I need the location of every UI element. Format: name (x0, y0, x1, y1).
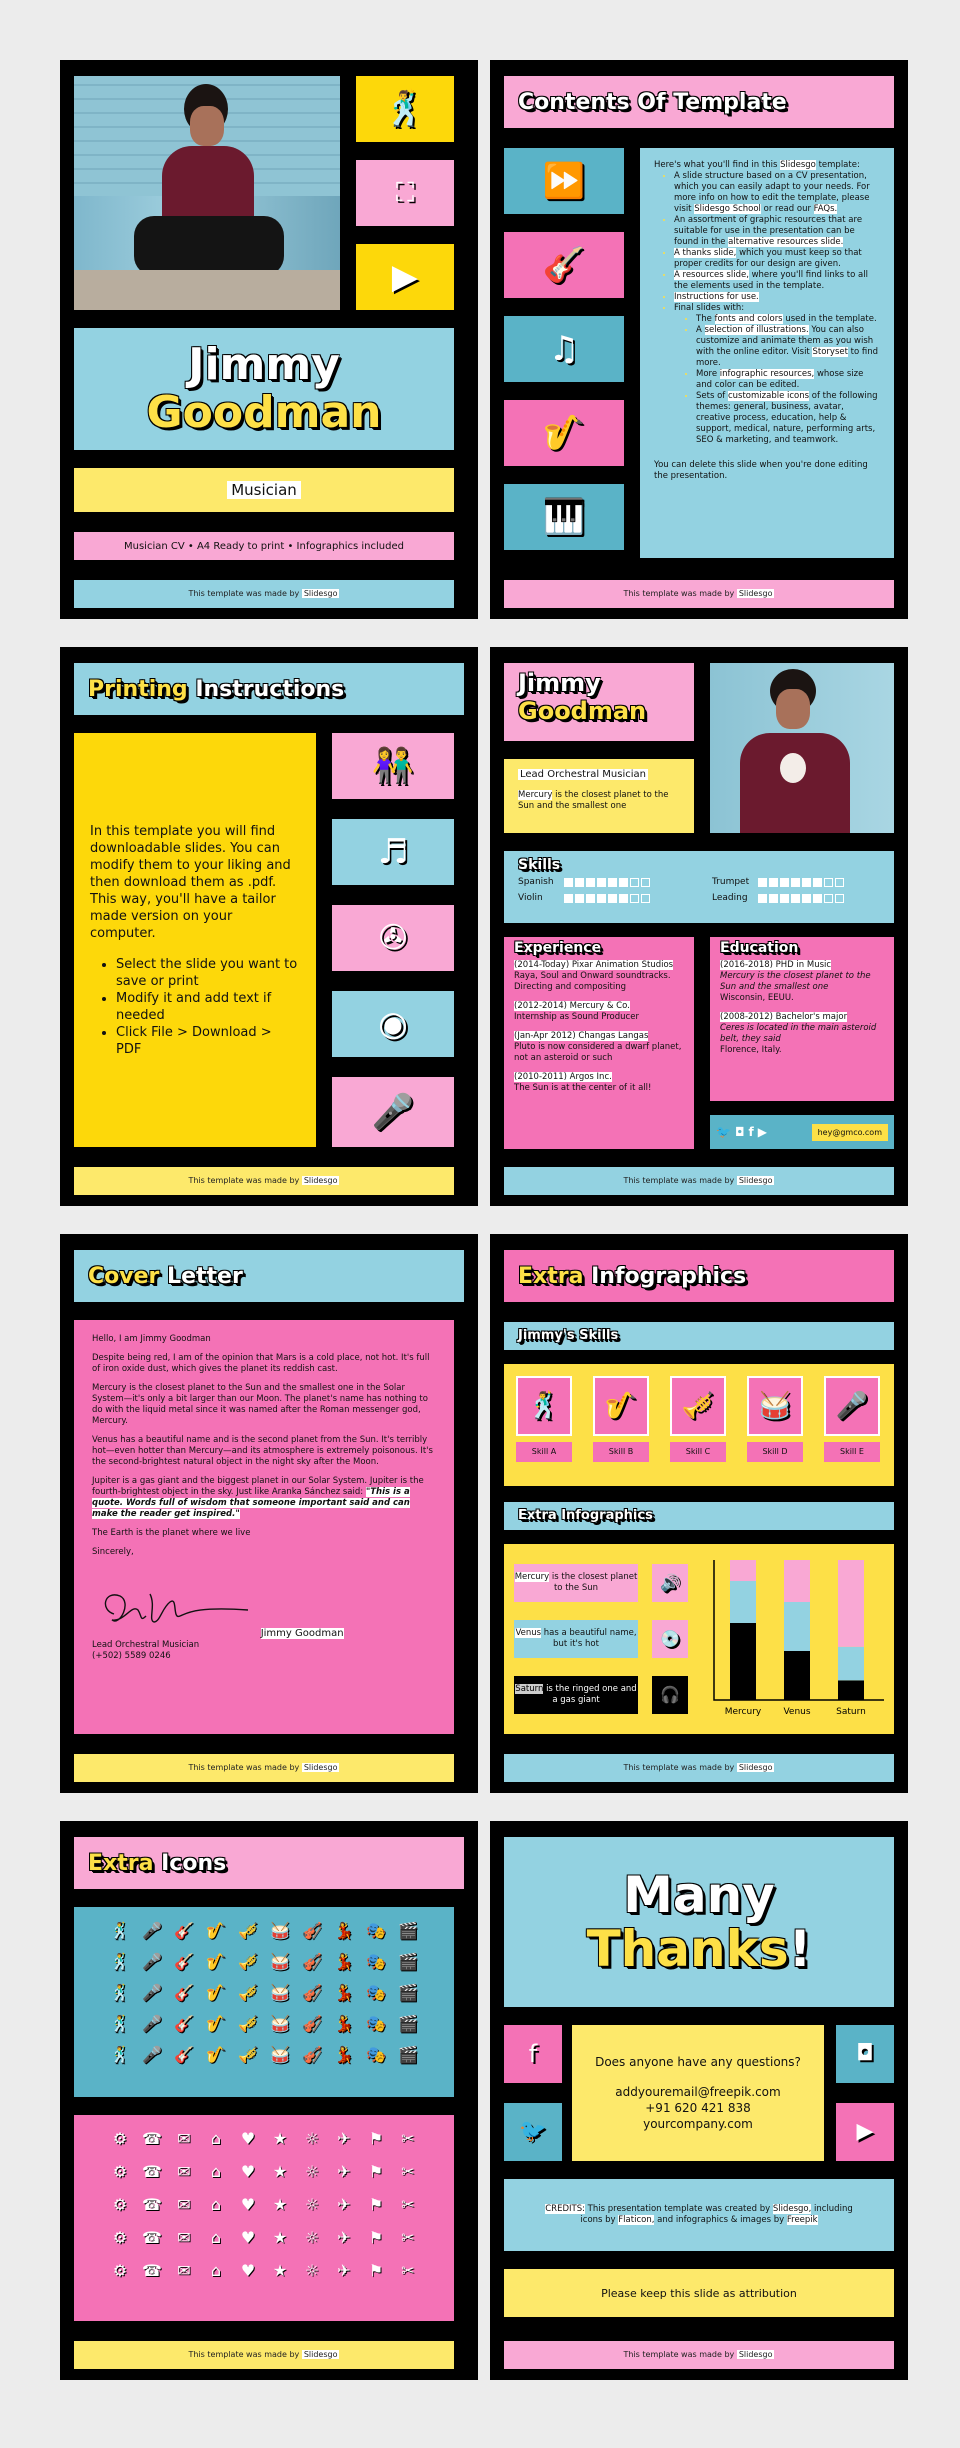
footer: This template was made by Slidesgo (74, 2341, 454, 2369)
skills-grid (518, 877, 880, 903)
performer-icon: 🎻 (302, 1921, 322, 1940)
extra-subtitle: Extra Infographics (504, 1502, 894, 1530)
general-icon: ✉ (177, 2228, 191, 2247)
meta-label: Musician CV • A4 Ready to print • Infographics included (124, 540, 404, 552)
skill-meter-box (575, 894, 584, 903)
performer-icon: 🎺 (238, 2045, 258, 2064)
performer-icon: 🕺 (110, 1921, 130, 1940)
general-icon: ⌂ (210, 2261, 222, 2280)
bar-segment-mercury-0 (730, 1623, 756, 1700)
performer-icon: 🎻 (302, 2014, 322, 2033)
performer-icon: 🎭 (366, 2045, 386, 2064)
twitter-icon[interactable]: 🐦 (519, 2119, 547, 2144)
slidesgo-link[interactable]: Slidesgo (303, 2350, 338, 2359)
performer-icon: 🎻 (302, 1983, 322, 2002)
dancing-figure-icon: 🕺 (383, 89, 427, 129)
education-item: (2008-2012) Bachelor's major Ceres is located in the main asteroid belt, they said Florence, Italy. (720, 1012, 877, 1055)
name-last: Goodman (146, 387, 382, 438)
experience-title: Experience (514, 940, 602, 956)
instagram-icon[interactable]: ◘ (734, 1125, 745, 1139)
performer-icon: 🕺 (110, 2014, 130, 2033)
attribution-label: Please keep this slide as attribution (601, 2286, 797, 2300)
general-icon: ⚙ (112, 2162, 128, 2181)
performer-icon: 🕺 (110, 2045, 130, 2064)
general-icon: ✉ (177, 2195, 191, 2214)
skill-row: Spanish (518, 877, 686, 887)
skill-meter-box (641, 894, 650, 903)
skill-meter-box (564, 878, 573, 887)
general-icon: ☎ (142, 2228, 162, 2247)
skill-meter-box (780, 878, 789, 887)
skill-item: 🎺 Skill C (670, 1376, 726, 1462)
skill-meter-box (813, 878, 822, 887)
general-icon: ✉ (177, 2261, 191, 2280)
performer-icon: 🎷 (206, 1921, 226, 1940)
x-tick-label: Saturn (836, 1707, 866, 1717)
slidesgo-link[interactable]: Slidesgo (303, 1176, 338, 1185)
portrait-photo (710, 663, 894, 833)
general-icon: ⚙ (112, 2195, 128, 2214)
slide-cover-letter (60, 1234, 478, 1793)
performer-icon: 🎤 (142, 2045, 162, 2064)
instructions-text (74, 733, 316, 1147)
performer-icon: 🥁 (270, 1921, 290, 1940)
skill-meter-box (630, 894, 639, 903)
skill-meter-box (619, 878, 628, 887)
general-icon: ✈ (337, 2195, 351, 2214)
general-icon: ⚑ (368, 2162, 384, 2181)
experience-item: (2010-2011) Argos Inc. The Sun is at the center of it all! (514, 1072, 652, 1093)
general-icon: ★ (272, 2195, 288, 2214)
performer-icon: 🎤 (142, 1921, 162, 1940)
icon-grid (104, 1921, 424, 2064)
website-label[interactable]: yourcompany.com (643, 2117, 753, 2131)
skill-meter-box (791, 878, 800, 887)
skill-meter-box (758, 878, 767, 887)
performer-icon: 🥁 (270, 2045, 290, 2064)
slide-cover (60, 60, 478, 619)
general-icon: ✈ (337, 2162, 351, 2181)
slidesgo-school-link[interactable]: Slidesgo School (694, 204, 761, 214)
performer-icon: 🎸 (174, 1983, 194, 2002)
general-icon: ☼ (304, 2228, 320, 2247)
youtube-tile[interactable] (836, 2103, 894, 2161)
performer-icon: 🥁 (270, 2014, 290, 2033)
general-icon: ✈ (337, 2261, 351, 2280)
performing-arts-icon-set (74, 1907, 454, 2097)
instructions-body: In this template you will find downloadable slides. You can modify them to your liking and then download them as .pdf. This way, you'll have a tailor made version on your computer. (90, 823, 291, 941)
couple-icon: 👫 (371, 746, 415, 786)
performer-icon: 🎤 (142, 2014, 162, 2033)
question-label: Does anyone have any questions? (595, 2055, 801, 2069)
general-icon: ⚑ (368, 2195, 384, 2214)
instagram-icon[interactable]: ◘ (856, 2041, 874, 2066)
dancer-icon: 🕺 (527, 1391, 561, 1421)
general-icon: ♥ (240, 2228, 256, 2247)
singer-icon: 🎤 (371, 1092, 415, 1132)
freepik-link[interactable]: Freepik (786, 2215, 818, 2225)
performer-icon: 🥁 (270, 1952, 290, 1971)
performer-icon: 💃 (334, 1952, 354, 1971)
performer-icon: 🎬 (398, 2045, 418, 2064)
skills-subtitle: Jimmy's Skills (504, 1322, 894, 1350)
guitar-player-icon: 🎸 (542, 245, 586, 285)
skill-row: Trumpet (712, 877, 880, 887)
icon-tile-1 (332, 733, 454, 799)
general-icon: ★ (272, 2261, 288, 2280)
bar-segment-saturn-0 (838, 1680, 864, 1700)
skill-meter-box (802, 894, 811, 903)
flute-player-icon: 🎺 (681, 1391, 715, 1421)
footer: This template was made by Slidesgo (74, 1167, 454, 1195)
skill-meter-box (564, 894, 573, 903)
education-title: Education (720, 940, 799, 956)
skill-meter-box (597, 894, 606, 903)
icon-tile-3 (332, 905, 454, 971)
footer: This template was made by Slidesgo (74, 1754, 454, 1782)
performer-icon: 🎭 (366, 1921, 386, 1940)
footer: This template was made by Slidesgo (504, 1754, 894, 1782)
fast-forward-icon: ⏩ (542, 161, 586, 201)
slidesgo-link[interactable]: Slidesgo (738, 1176, 773, 1185)
general-icon: ✈ (337, 2129, 351, 2148)
skill-meter (758, 894, 844, 903)
education-item: (2016-2018) PHD in Music Mercury is the closest planet to the Sun and the smallest one Wisconsin, EEUU. (720, 960, 871, 1003)
general-icon: ☎ (142, 2195, 162, 2214)
footer: This template was made by Slidesgo (504, 580, 894, 608)
performer-icon: 🎷 (206, 2045, 226, 2064)
icon-tile-4 (504, 400, 624, 466)
role-block: Lead Orchestral Musician Mercury is the closest planet to the Sun and the smallest one (504, 759, 694, 833)
contents-text: Here's what you'll find in this Slidesgo template: • A slide structure based on a CV presentation, which you can easily adapt to your needs. For more info on how to edit the template, please visit Slidesgo School or read our FAQs. • An assortment of graphic resources that are suitable for use in the presentation can be found in the alternative resources slide. • A thanks slide, which you must keep so that proper credits for our design are given. • A resources slide, where you'll find links to all the elements used in the template. • Instructions for use. • Final slides with: • The fonts and colors used in the template. • A selection of illustrations. You can also customize and animate them as you wish with the online editor. Visit Storyset to find more. • More infographic resources, whose size and color can be edited. • Sets of customizable icons of the following themes: general, business, avatar, creative process, education, help & support, medical, nature, performing arts, SEO & marketing, and teamwork. You can delete this slide when you're done editing the presentation. (640, 148, 894, 558)
general-icon: ⌂ (210, 2195, 222, 2214)
instagram-tile[interactable] (836, 2025, 894, 2083)
skill-meter-box (758, 894, 767, 903)
x-tick-label: Mercury (724, 1707, 762, 1717)
general-icon: ★ (272, 2162, 288, 2181)
icon-tile-2 (504, 232, 624, 298)
slidesgo-link[interactable]: Slidesgo (738, 1763, 773, 1772)
skill-meter-box (780, 894, 789, 903)
general-icon: ✉ (177, 2162, 191, 2181)
saxophone-icon: 🎷 (604, 1391, 638, 1421)
skill-meter-box (575, 878, 584, 887)
music-notes-icon: ♬ (377, 832, 409, 872)
slide-title: Printing Instructions (74, 663, 464, 715)
performer-icon: 💃 (334, 2045, 354, 2064)
signature-role: Lead Orchestral Musician (92, 1640, 200, 1650)
footer: This template was made by Slidesgo (504, 1167, 894, 1195)
performer-icon: 🎬 (398, 1983, 418, 2002)
slide-cv (490, 647, 908, 1206)
skill-meter-box (608, 878, 617, 887)
skill-meter-box (824, 878, 833, 887)
skill-item: 🥁 Skill D (747, 1376, 803, 1462)
performer-icon: 🎸 (174, 1921, 194, 1940)
skill-meter (758, 878, 844, 887)
general-icon: ⌂ (210, 2162, 222, 2181)
flaticon-link[interactable]: Flaticon, (618, 2215, 655, 2225)
slide-thanks (490, 1821, 908, 2380)
skill-item: 🕺 Skill A (516, 1376, 572, 1462)
role-block (74, 468, 454, 512)
name-block (74, 328, 454, 450)
footer: This template was made by Slidesgo (74, 580, 454, 608)
bar-segment-venus-0 (784, 1651, 810, 1700)
performer-icon: 🎤 (142, 1983, 162, 2002)
general-icon: ⚑ (368, 2129, 384, 2148)
skills-block (504, 1364, 894, 1486)
role-label: Musician (227, 481, 301, 499)
skill-meter-box (608, 894, 617, 903)
icon-tile-1 (356, 76, 454, 142)
general-icon: ✂ (401, 2195, 415, 2214)
skill-meter (564, 894, 650, 903)
general-icon: ♥ (240, 2261, 256, 2280)
icon-tile-3 (356, 244, 454, 310)
headphones-icon: 🎧 (660, 1685, 680, 1704)
performer-icon: 🎺 (238, 1921, 258, 1940)
performer-icon: 🎻 (302, 2045, 322, 2064)
twitter-tile[interactable] (504, 2103, 562, 2161)
general-icon: ★ (272, 2228, 288, 2247)
general-icon: ✂ (401, 2129, 415, 2148)
performer-icon: 🕺 (110, 1983, 130, 2002)
letter-body: Hello, I am Jimmy Goodman Despite being red, I am of the opinion that Mars is a cold place, not hot. It's full of iron oxide dust, which gives the planet its reddish cast. Mercury is the closest planet to the Sun and the smallest one in the Solar System—it's only a bit larger than our Moon. The planet's name has nothing to do with the liquid metal since it was named after the Roman messenger god, Mercury. Venus has a beautiful name and is the second planet from the Sun. It's terribly hot—even hotter than Mercury—and its atmosphere is extremely poisonous. It's the second-brightest natural object in the night sky after the Moon. Jupiter is a gas giant and the biggest planet in our Solar System. Jupiter is the fourth-brightest object in the sky. Just like Aranka Sánchez said: "This is a quote. Words full of wisdom that someone important said and can make the reader get inspired." The Earth is the planet where we live Sincerely, Jimmy Goodman Lead Orchestral Musician (+502) 5589 0246 (74, 1320, 454, 1734)
experience-item: (2012-2014) Mercury & Co. Internship as Sound Producer (514, 1001, 639, 1022)
general-icon: ☼ (304, 2129, 320, 2148)
social-block (710, 1115, 894, 1149)
skill-row: Violin (518, 893, 686, 903)
icon-tile-2 (356, 160, 454, 226)
info-card: Saturn is the ringed one and a gas giant (514, 1676, 638, 1714)
slide-printing-instructions (60, 647, 478, 1206)
performer-icon: 🎬 (398, 2014, 418, 2033)
bar-segment-venus-1 (784, 1602, 810, 1651)
contact-block (572, 2025, 824, 2161)
skills-title: Skills (518, 857, 561, 873)
slide-title: Contents Of Template (504, 76, 894, 128)
performer-icon: 🎬 (398, 1952, 418, 1971)
footer: This template was made by Slidesgo (504, 2341, 894, 2369)
slide-title: Cover Letter (74, 1250, 464, 1302)
general-icon: ✈ (337, 2228, 351, 2247)
general-icon: ⚑ (368, 2228, 384, 2247)
skill-meter-box (835, 878, 844, 887)
slidesgo-link[interactable]: Slidesgo (303, 589, 338, 598)
skill-meter-box (791, 894, 800, 903)
slide-title: Extra Infographics (504, 1250, 894, 1302)
general-icon: ☎ (142, 2129, 162, 2148)
info-card-icon (652, 1620, 688, 1658)
faqs-link[interactable]: FAQs. (813, 204, 838, 214)
general-icon: ✉ (177, 2129, 191, 2148)
skill-item: 🎷 Skill B (593, 1376, 649, 1462)
skill-meter-box (619, 894, 628, 903)
skills-block (504, 851, 894, 923)
bar-segment-mercury-2 (730, 1560, 756, 1581)
experience-item: (2014-Today) Pixar Animation Studios Raya, Soul and Onward soundtracks. Directing and compositing (514, 960, 674, 992)
twitter-icon[interactable]: 🐦 (716, 1125, 731, 1139)
youtube-icon[interactable]: ▶ (757, 1125, 767, 1139)
performer-icon: 🎷 (206, 2014, 226, 2033)
general-icon: ☎ (142, 2261, 162, 2280)
general-icon: ☼ (304, 2195, 320, 2214)
general-icon: ⚑ (368, 2261, 384, 2280)
skill-meter-box (802, 878, 811, 887)
performer-icon: 🎺 (238, 1952, 258, 1971)
music-note-icon: ♫ (548, 329, 580, 369)
youtube-icon[interactable]: ▶ (856, 2119, 874, 2144)
slidesgo-link[interactable]: Slidesgo (738, 589, 773, 598)
facebook-icon[interactable]: f (748, 1125, 754, 1139)
info-card: Venus has a beautiful name, but it's hot (514, 1620, 638, 1658)
general-icon: ⌂ (210, 2129, 222, 2148)
general-icon: ⚙ (112, 2261, 128, 2280)
performer-icon: 🎷 (206, 1983, 226, 2002)
general-icon: ♥ (240, 2162, 256, 2181)
icon-tile-1 (504, 148, 624, 214)
slide-extra-icons (60, 1821, 478, 2380)
general-icon: ☼ (304, 2261, 320, 2280)
guitarist-icon: 🎷 (542, 413, 586, 453)
icon-tile-5 (504, 484, 624, 550)
experience-block (504, 937, 694, 1149)
info-card-icon (652, 1564, 688, 1602)
storyset-link[interactable]: Storyset (812, 347, 848, 357)
performer-icon: 🎬 (398, 1921, 418, 1940)
keyboard-icon: 🎹 (542, 497, 586, 537)
skill-meter (564, 878, 650, 887)
film-reel-icon: ✇ (378, 918, 408, 958)
focus-frame-icon: ⛶ (395, 178, 415, 208)
general-icon: ✂ (401, 2162, 415, 2181)
thanks-block: Many Thanks! (504, 1837, 894, 2007)
icon-tile-2 (332, 819, 454, 885)
general-icon: ⚙ (112, 2228, 128, 2247)
icon-tile-4 (332, 991, 454, 1057)
performer-icon: 🎤 (142, 1952, 162, 1971)
infographic-block (504, 1544, 894, 1734)
facebook-tile[interactable] (504, 2025, 562, 2083)
skill-meter-box (835, 894, 844, 903)
attribution-block (504, 2269, 894, 2317)
stacked-bar-chart (700, 1550, 890, 1730)
vinyl-record-icon: ◉ (378, 1004, 408, 1044)
experience-item: (Jan-Apr 2012) Changas Langas Pluto is now considered a dwarf planet, not an asteroid or such (514, 1031, 682, 1063)
general-icon: ⚙ (112, 2129, 128, 2148)
performer-icon: 🥁 (270, 1983, 290, 2002)
speaker-icon: 🔊 (660, 1573, 680, 1592)
facebook-icon[interactable]: f (528, 2040, 538, 2068)
email-label[interactable]: addyouremail@freepik.com (615, 2085, 781, 2099)
general-icon: ☼ (304, 2162, 320, 2181)
skill-meter-box (586, 894, 595, 903)
band-icon: 🥁 (758, 1391, 792, 1421)
performer-icon: 🎭 (366, 2014, 386, 2033)
skill-item: 🎤 Skill E (824, 1376, 880, 1462)
name-block: Jimmy Goodman (504, 663, 694, 741)
skill-meter-box (769, 878, 778, 887)
bar-segment-saturn-1 (838, 1647, 864, 1681)
email-label[interactable]: hey@gmco.com (812, 1124, 888, 1141)
icon-tile-5 (332, 1077, 454, 1147)
x-tick-label: Venus (783, 1707, 811, 1717)
portrait-photo (74, 76, 340, 310)
bar-segment-venus-2 (784, 1560, 810, 1602)
meta-block (74, 532, 454, 560)
disc-icon: 💿 (660, 1629, 680, 1648)
play-icon: ▶ (391, 257, 419, 297)
general-icon: ★ (272, 2129, 288, 2148)
performer-icon: 💃 (334, 1921, 354, 1940)
performer-icon: 💃 (334, 1983, 354, 2002)
signature-phone: (+502) 5589 0246 (92, 1651, 171, 1661)
slidesgo-link[interactable]: Slidesgo, (772, 2204, 812, 2214)
singer-mic-icon: 🎤 (835, 1391, 869, 1421)
signature-name: Jimmy Goodman (260, 1628, 344, 1639)
slide-title: Extra Icons (74, 1837, 464, 1889)
general-icon: ☎ (142, 2162, 162, 2181)
skill-meter-box (813, 894, 822, 903)
general-icon: ♥ (240, 2195, 256, 2214)
general-icon: ✂ (401, 2261, 415, 2280)
general-icon: ♥ (240, 2129, 256, 2148)
general-icon: ✂ (401, 2228, 415, 2247)
slidesgo-link[interactable]: Slidesgo (738, 2350, 773, 2359)
skill-meter-box (630, 878, 639, 887)
skill-meter-box (597, 878, 606, 887)
performer-icon: 🎸 (174, 2014, 194, 2033)
instructions-steps: • Select the slide you want to save or print • Modify it and add text if needed • Click File > Download > PDF (90, 956, 300, 1058)
bar-segment-saturn-2 (838, 1560, 864, 1647)
skill-meter-box (769, 894, 778, 903)
name-first: Jimmy (188, 339, 340, 390)
info-card-icon (652, 1676, 688, 1714)
skill-meter-box (586, 878, 595, 887)
performer-icon: 🎺 (238, 1983, 258, 2002)
slide-contents (490, 60, 908, 619)
skill-meter-box (641, 878, 650, 887)
performer-icon: 🎭 (366, 1952, 386, 1971)
performer-icon: 💃 (334, 2014, 354, 2033)
skill-meter-box (824, 894, 833, 903)
general-icon: ⌂ (210, 2228, 222, 2247)
performer-icon: 🎭 (366, 1983, 386, 2002)
performer-icon: 🎺 (238, 2014, 258, 2033)
performer-icon: 🎷 (206, 1952, 226, 1971)
performer-icon: 🎻 (302, 1952, 322, 1971)
slidesgo-link[interactable]: Slidesgo (303, 1763, 338, 1772)
bar-segment-mercury-1 (730, 1581, 756, 1623)
skill-row: Leading (712, 893, 880, 903)
slide-extra-infographics (490, 1234, 908, 1793)
icon-grid (104, 2129, 424, 2280)
credits-block: CREDITS: This presentation template was created by Slidesgo, including icons by Flaticon, and infographics & images by Freepik (504, 2179, 894, 2251)
general-icon-set (74, 2115, 454, 2321)
signature (98, 1576, 258, 1636)
education-block (710, 937, 894, 1101)
performer-icon: 🕺 (110, 1952, 130, 1971)
info-card: Mercury is the closest planet to the Sun (514, 1564, 638, 1602)
phone-label[interactable]: +91 620 421 838 (645, 2101, 751, 2115)
performer-icon: 🎸 (174, 1952, 194, 1971)
icon-tile-3 (504, 316, 624, 382)
performer-icon: 🎸 (174, 2045, 194, 2064)
